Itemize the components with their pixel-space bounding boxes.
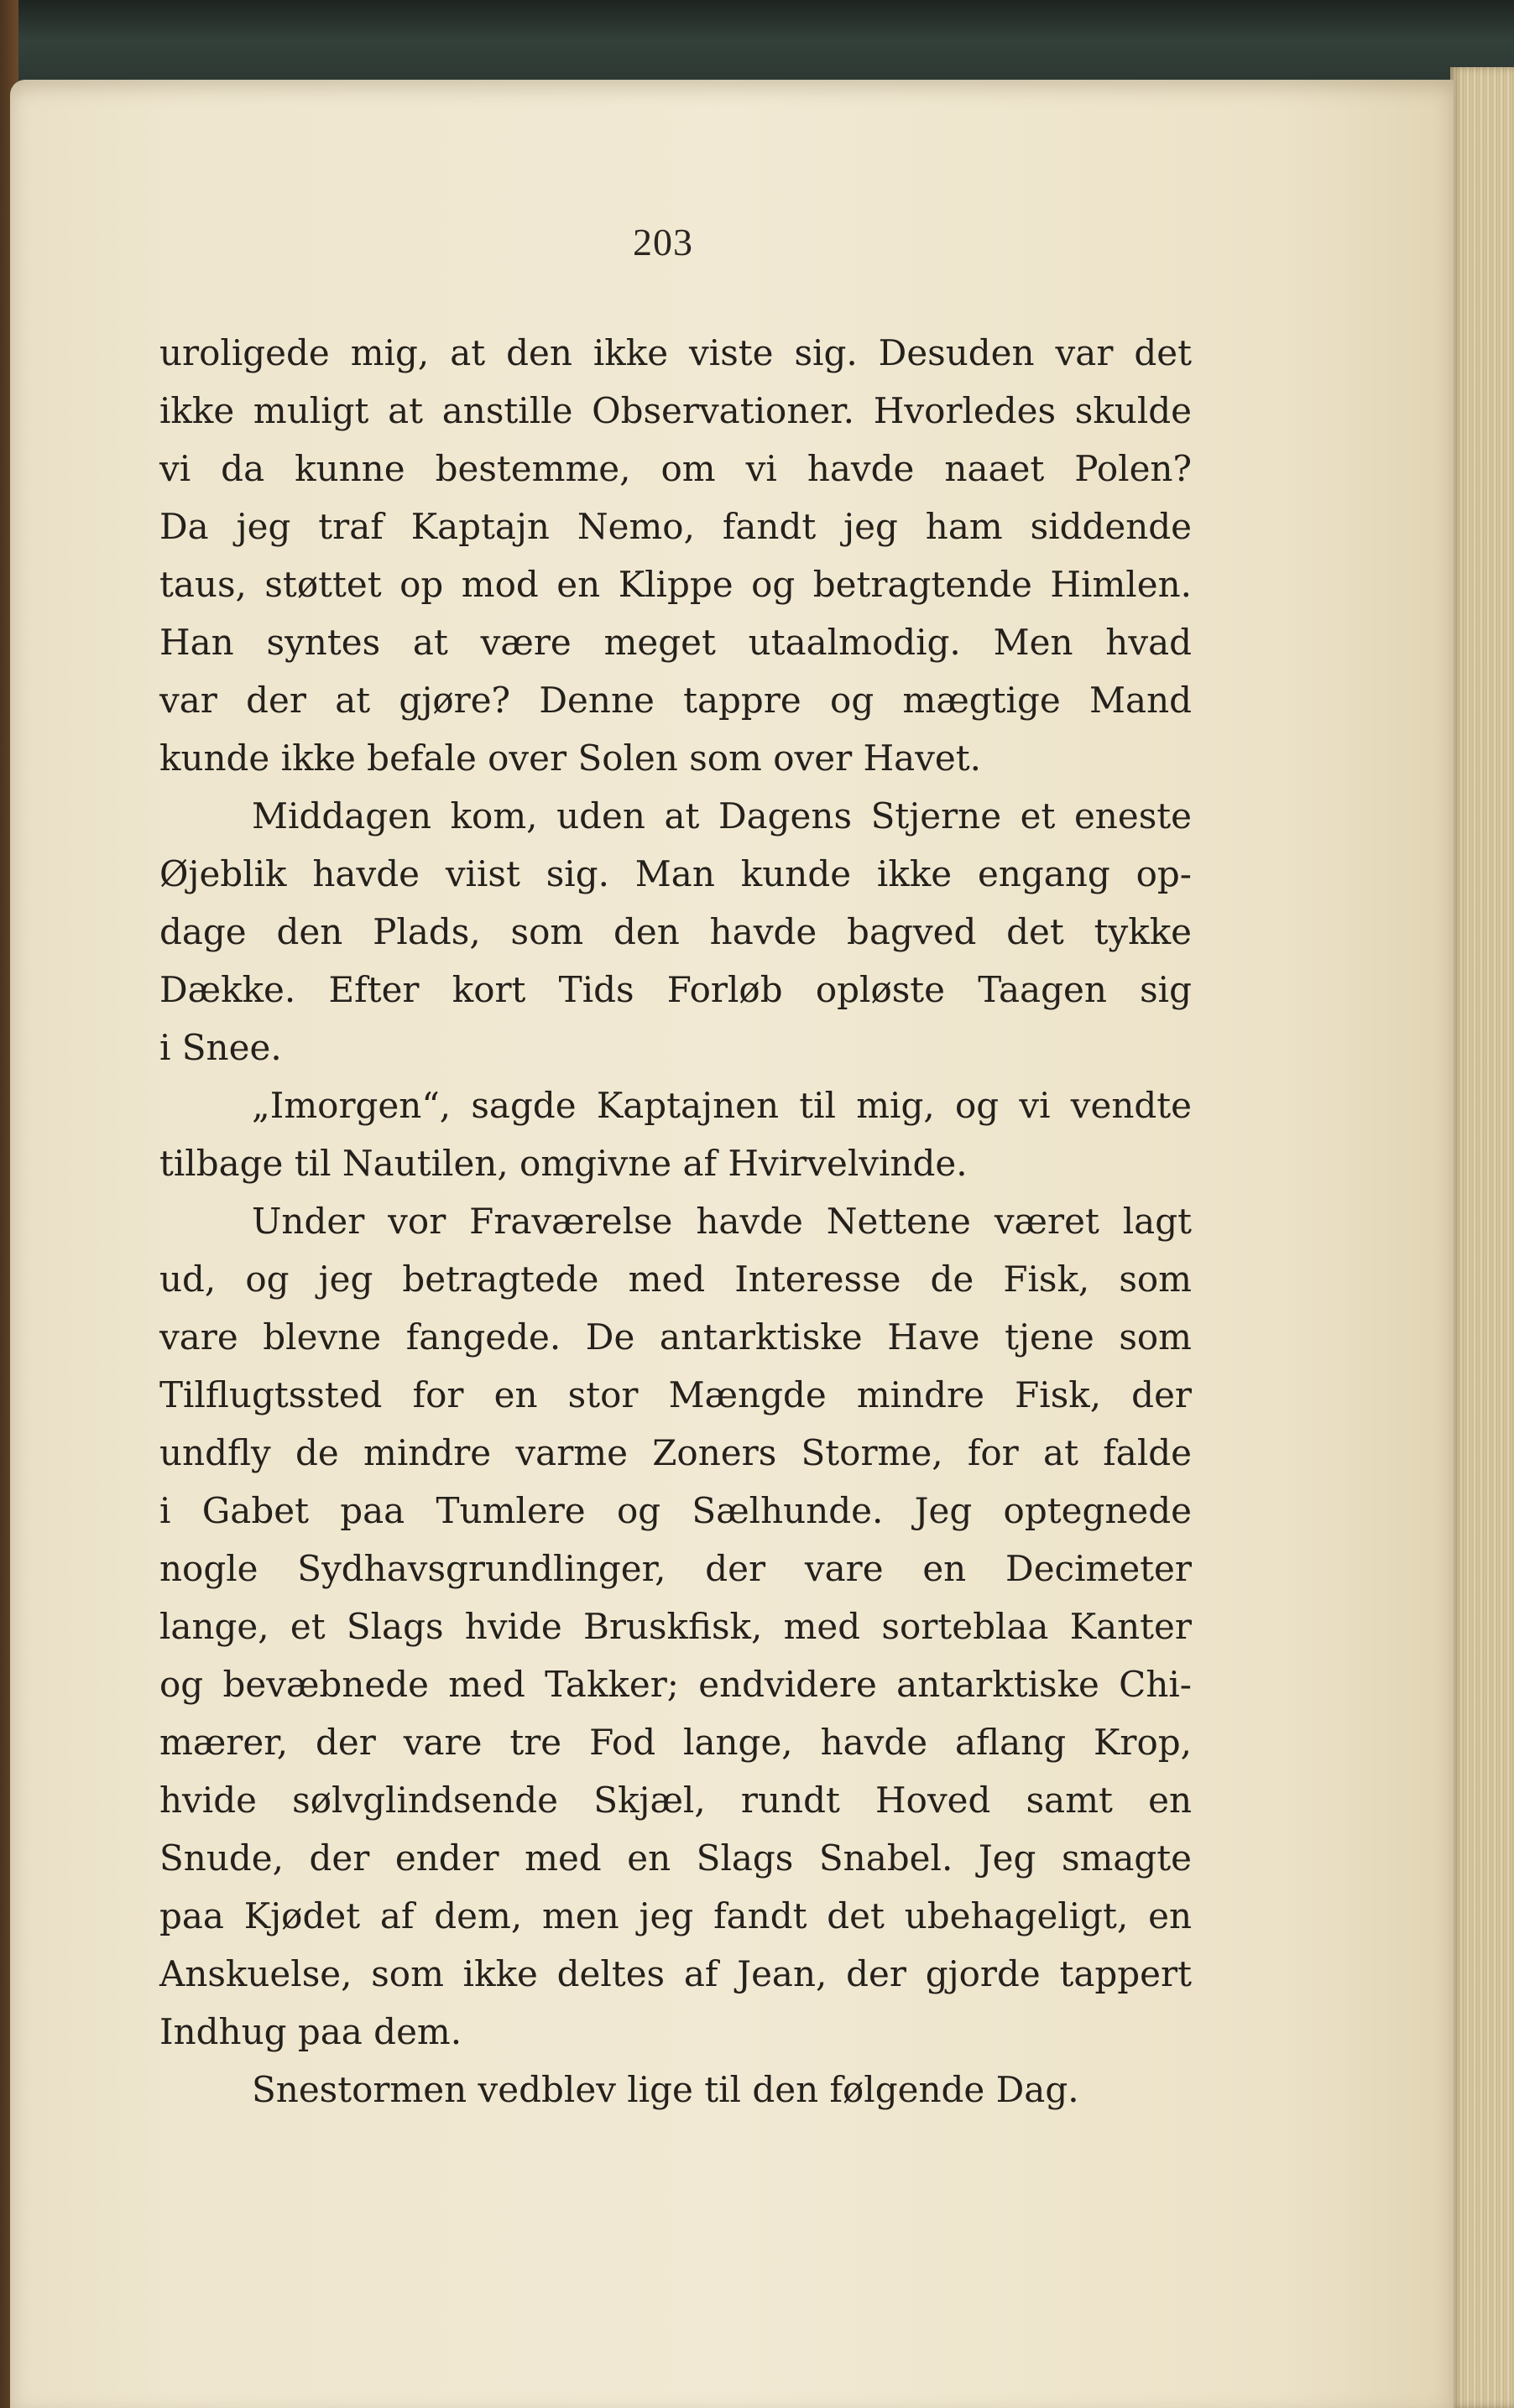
body-text [159,324,1192,2119]
text-line: Dække. Efter kort Tids Forløb opløste Taagen sig [159,969,1192,1010]
book-cover-top [0,0,1514,92]
text-line: og bevæbnede med Takker; endvidere antarktiske Chi- [159,1664,1192,1705]
text-line: ud, og jeg betragtede med Interesse de Fisk, som [159,1259,1192,1300]
text-line: dage den Plads, som den havde bagved det tykke [159,911,1192,952]
text-line: Anskuelse, som ikke deltes af Jean, der gjorde tappert [159,1953,1192,1994]
text-line: Under vor Fraværelse havde Nettene været lagt [252,1201,1192,1242]
text-line: mærer, der vare tre Fod lange, havde aflang Krop, [159,1722,1192,1763]
text-line: lange, et Slags hvide Bruskfisk, med sorteblaa Kanter [159,1606,1192,1647]
text-line: Da jeg traf Kaptajn Nemo, fandt jeg ham siddende [159,506,1192,547]
text-line: var der at gjøre? Denne tappre og mægtige Mand [159,680,1192,721]
text-line: Middagen kom, uden at Dagens Stjerne et eneste [252,795,1192,837]
text-line: nogle Sydhavsgrundlinger, der vare en Decimeter [159,1548,1192,1589]
text-line: kunde ikke befale over Solen som over Havet. [159,738,981,779]
page-number: 203 [633,221,693,263]
text-line: Han syntes at være meget utaalmodig. Men hvad [159,622,1192,663]
text-line: Snestormen vedblev lige til den følgende Dag. [252,2069,1079,2110]
text-line: i Gabet paa Tumlere og Sælhunde. Jeg optegnede [159,1490,1192,1531]
text-line: i Snee. [159,1027,282,1068]
text-line: ikke muligt at anstille Observationer. Hvorledes skulde [159,390,1192,431]
text-line: vare blevne fangede. De antarktiske Have tjene som [159,1316,1192,1358]
text-line: hvide sølvglindsende Skjæl, rundt Hoved samt en [159,1780,1192,1821]
text-line: taus, støttet op mod en Klippe og betragtende Himlen. [159,564,1192,605]
text-line: Tilflugtssted for en stor Mængde mindre Fisk, der [159,1374,1192,1415]
text-line: tilbage til Nautilen, omgivne af Hvirvelvinde. [159,1143,968,1184]
text-line: paa Kjødet af dem, men jeg fandt det ubehageligt, en [159,1895,1192,1936]
text-line: Øjeblik havde viist sig. Man kunde ikke engang op- [159,853,1192,894]
text-line: vi da kunne bestemme, om vi havde naaet Polen? [159,448,1192,489]
text-line: Indhug paa dem. [159,2011,462,2052]
text-line: „Imorgen“, sagde Kaptajnen til mig, og vi vendte [252,1085,1192,1126]
text-line: uroligede mig, at den ikke viste sig. Desuden var det [159,332,1192,373]
page-edges [1450,67,1514,2408]
text-line: Snude, der ender med en Slags Snabel. Jeg smagte [159,1837,1192,1879]
text-line: undfly de mindre varme Zoners Storme, for at falde [159,1432,1192,1473]
